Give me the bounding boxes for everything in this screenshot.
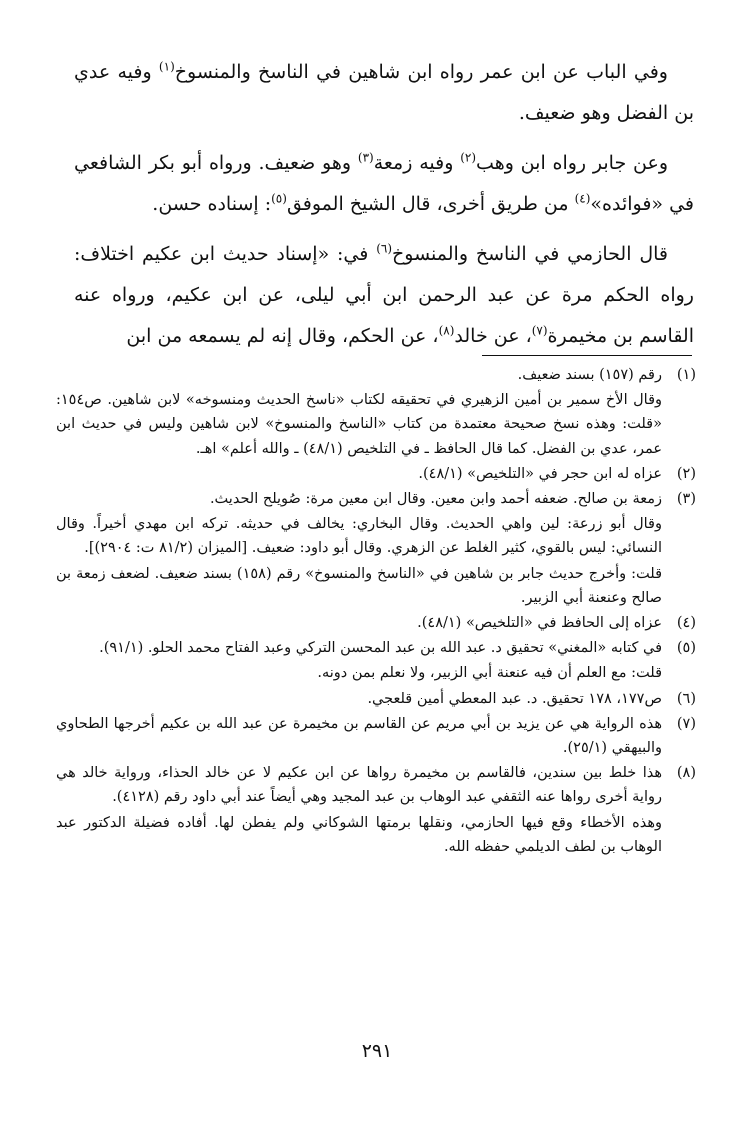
footnote-4 (56, 611, 696, 635)
footnote-8 (56, 761, 696, 859)
footnote-ref[interactable]: (١) (158, 59, 175, 74)
footnote-separator (482, 355, 692, 356)
paragraph-3 (74, 234, 694, 357)
footnote-text: هذا خلط بين سندين، فالقاسم بن مخيمرة رواها عن ابن عكيم لا عن خالد الحذاء، ورواية خالد هي رواية أخرى رواها عنه الثقفي عبد الوهاب بن عبد المجيد وهي أيضاً عند أبي داود رقم (٤١٢٨). (56, 765, 662, 806)
text-run: وهو ضعيف. ورواه أبو بكر الشافعي في «فوائده» (74, 152, 694, 215)
footnote-text: وقال الأخ سمير بن أمين الزهيري في تحقيقه لكتاب «ناسخ الحديث ومنسوخه» لابن شاهين. ص١٥٤: «قلت: وهذه نسخ صحيحة معتمدة من كتاب «الناسخ والمنسوخ» لابن شاهين وليس في حديث ابن عمر، عدي بن الفضل. كما قال الحافظ ـ في التلخيص (٤٨/١) ـ والله أعلم» اهـ. (56, 392, 662, 457)
footnote-text: في كتابه «المغني» تحقيق د. عبد الله بن عبد المحسن التركي وعبد الفتاح محمد الحلو. (٩١/١). (99, 640, 662, 657)
footnote-ref[interactable]: (٤) (574, 191, 591, 206)
footnote-7 (56, 712, 696, 760)
main-text (74, 52, 694, 357)
footnote-1 (56, 363, 696, 461)
footnote-text: عزاه إلى الحافظ في «التلخيص» (٤٨/١). (417, 615, 662, 632)
footnote-number: (٣) (676, 491, 696, 508)
text-run: في: «إسناد حديث ابن عكيم اختلاف: رواه الحكم مرة عن عبد الرحمن ابن أبي ليلى، عن ابن عكيم، ورواه عنه القاسم بن مخيمرة (74, 243, 694, 347)
footnote-text: وهذه الأخطاء وقع فيها الحازمي، ونقلها برمتها الشوكاني ولم يفطن لها. أفاده فضيلة الدكتور عبد الوهاب بن لطف الديلمي حفظه الله. (56, 814, 662, 855)
text-run: : إسناده حسن. (152, 193, 272, 215)
footnote-text: زمعة بن صالح. ضعفه أحمد وابن معين. وقال ابن معين مرة: صُويلح الحديث. (209, 491, 662, 508)
text-run: من طريق أخرى، قال الشيخ الموفق (286, 193, 575, 215)
page-number: ٢٩١ (361, 1040, 393, 1062)
footnote-text: قلت: مع العلم أن فيه عنعنة أبي الزبير، ولا نعلم بمن دونه. (317, 665, 662, 682)
text-run: قال الحازمي في الناسخ والمنسوخ (392, 243, 668, 265)
footnote-number: (٧) (676, 715, 696, 732)
paragraph-1 (74, 52, 694, 134)
footnote-3 (56, 487, 696, 610)
footnote-text: رقم (١٥٧) بسند ضعيف. (517, 367, 662, 383)
footnote-text: ص١٧٧، ١٧٨ تحقيق. د. عبد المعطي أمين قلعجي. (367, 690, 662, 707)
paragraph-2 (74, 143, 694, 225)
footnote-ref[interactable]: (٣) (357, 150, 374, 165)
footnote-number: (١) (676, 367, 696, 383)
footnote-text: هذه الرواية هي عن يزيد بن أبي مريم عن القاسم بن مخيمرة عن عبد الله بن عكيم أخرجها الطحاوي والبيهقي (٢٥/١). (56, 715, 662, 757)
footnote-ref[interactable]: (٢) (460, 150, 477, 165)
text-run: وعن جابر رواه ابن وهب (476, 152, 668, 174)
footnote-ref[interactable]: (٨) (438, 323, 455, 338)
footnote-number: (٤) (676, 615, 696, 632)
text-run: وفيه زمعة (373, 152, 461, 174)
text-run: ، عن الحكم، وقال إنه لم يسمعه من ابن (126, 325, 439, 347)
footnote-number: (٥) (676, 640, 696, 657)
footnote-2 (56, 462, 696, 486)
footnote-number: (٢) (676, 465, 696, 482)
footnote-text: قلت: وأخرج حديث جابر بن شاهين في «الناسخ والمنسوخ» رقم (١٥٨) بسند ضعيف. لضعف زمعة بن صالح وعنعنة أبي الزبير. (56, 565, 662, 606)
footnote-text: وقال أبو زرعة: لين واهي الحديث. وقال البخاري: يخالف في حديثه. تركه ابن مهدي أخيراً. وقال النسائي: ليس بالقوي، كثير الغلط عن الزهري. وقال أبو داود: ضعيف. [الميزان (٨١/٢ ت: ٢٩٠٤)]. (56, 516, 662, 557)
footnote-text: عزاه له ابن حجر في «التلخيص» (٤٨/١). (418, 465, 662, 482)
footnote-ref[interactable]: (٦) (376, 241, 393, 256)
footnotes (56, 363, 696, 859)
footnote-number: (٨) (676, 765, 696, 782)
text-run: وفيه عدي بن الفضل وهو ضعيف. (74, 61, 694, 124)
footnote-6 (56, 687, 696, 711)
text-run: ، عن خالد (454, 325, 532, 347)
footnote-ref[interactable]: (٧) (531, 323, 548, 338)
footnote-5 (56, 636, 696, 685)
footnote-ref[interactable]: (٥) (271, 191, 287, 206)
footnote-number: (٦) (676, 690, 696, 707)
text-run: وفي الباب عن ابن عمر رواه ابن شاهين في الناسخ والمنسوخ (174, 61, 668, 83)
